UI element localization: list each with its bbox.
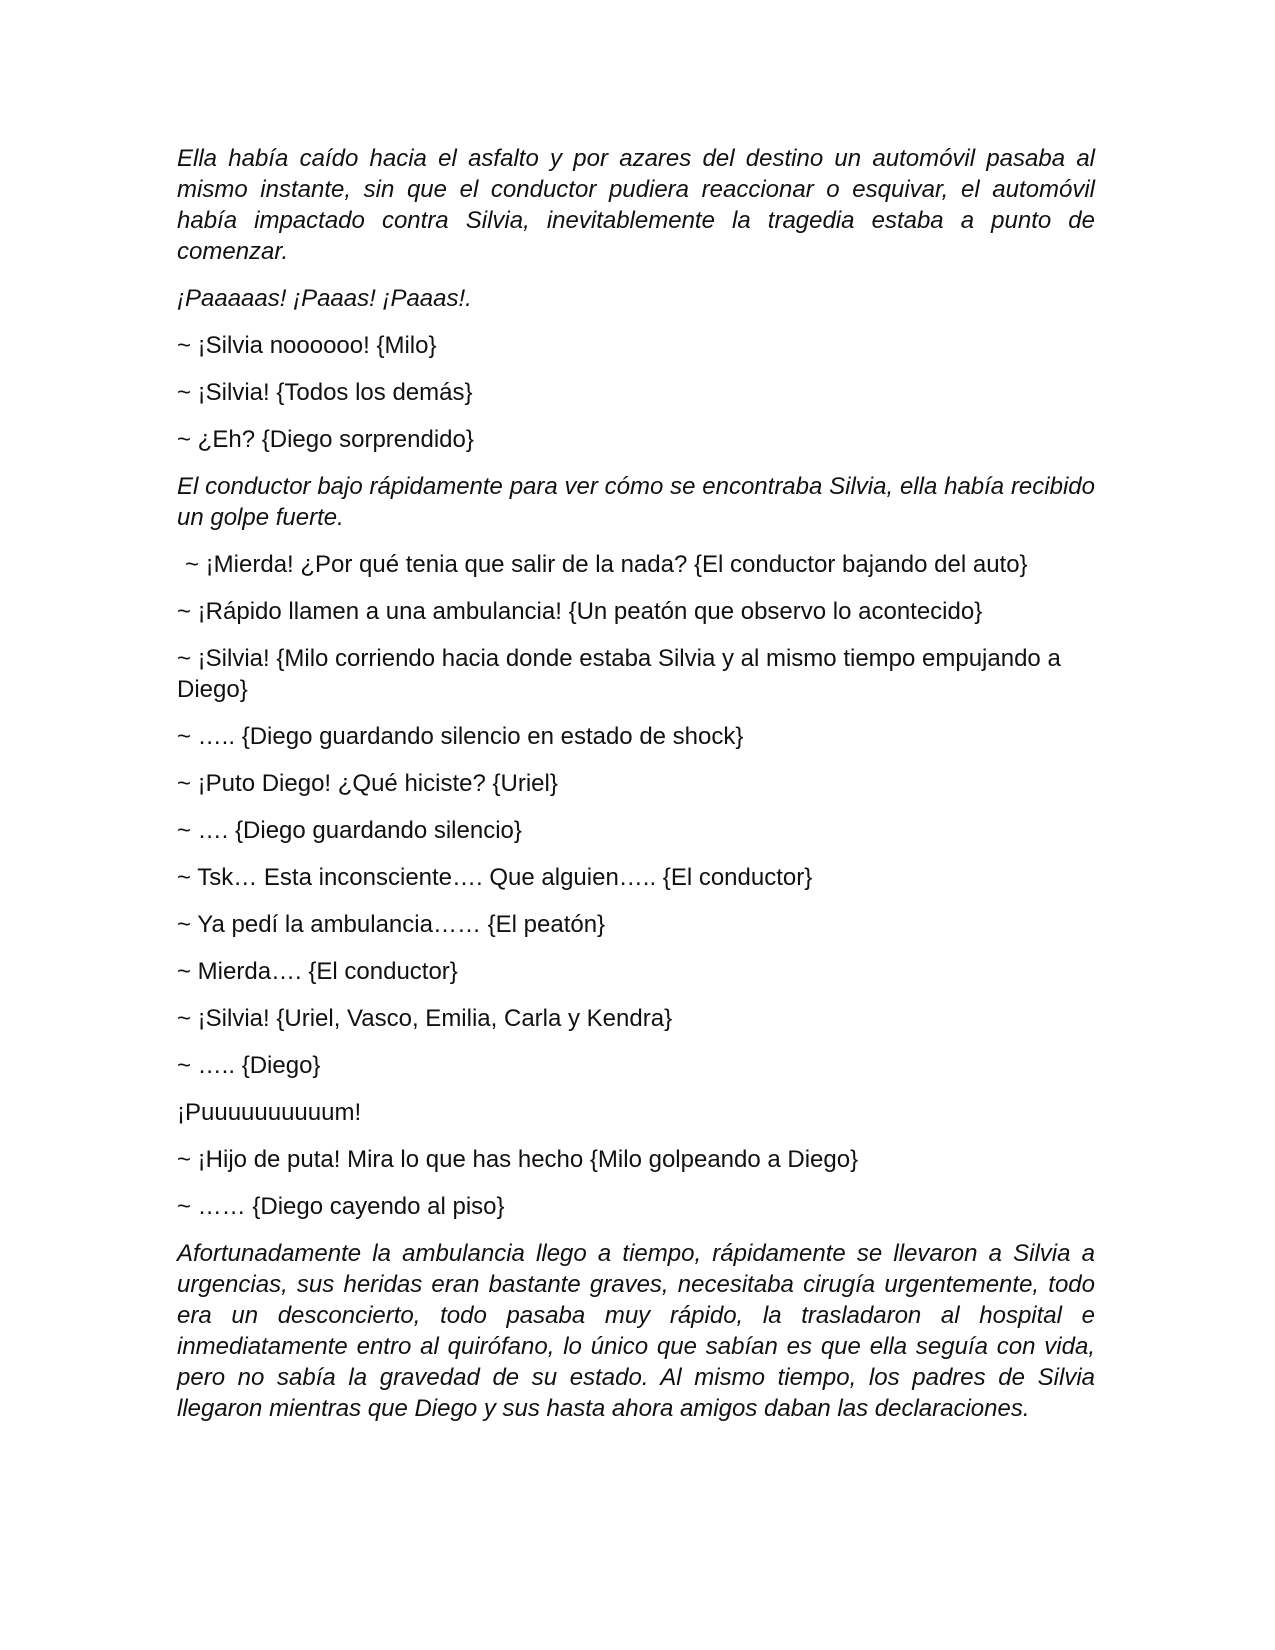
sound-effect-line: ¡Paaaaas! ¡Paaas! ¡Paaas!. [177,285,472,312]
dialogue-line: ~ ¡Hijo de puta! Mira lo que has hecho {Milo golpeando a Diego} [177,1146,859,1173]
dialogue-line: ~ Mierda…. {El conductor} [177,958,458,985]
narration-paragraph: Afortunadamente la ambulancia llego a tiempo, rápidamente se llevaron a Silvia a urgencias, sus heridas eran bastante graves, necesitaba cirugía urgentemente, todo era un desconcierto, todo pasaba muy rápido, la trasladaron al hospital e inmediatamente entro al quirófano, lo único que sabían es que ella seguía con vida, pero no sabía la gravedad de su estado. Al mismo tiempo, los padres de Silvia llegaron mientras que Diego y sus hasta ahora amigos daban las declaraciones. [177,1240,1095,1422]
narration-paragraph: El conductor bajo rápidamente para ver cómo se encontraba Silvia, ella había recibido un golpe fuerte. [177,473,1095,531]
sound-effect-line: ¡Puuuuuuuuuum! [177,1099,362,1126]
dialogue-line: ~ …… {Diego cayendo al piso} [177,1193,505,1220]
dialogue-line: ~ ¡Rápido llamen a una ambulancia! {Un peatón que observo lo acontecido} [177,598,983,625]
dialogue-line: ~ ¡Silvia! {Milo corriendo hacia donde estaba Silvia y al mismo tiempo empujando a Diego} [177,645,1061,703]
dialogue-line: ~ ….. {Diego} [177,1052,321,1079]
dialogue-line: ~ …. {Diego guardando silencio} [177,817,522,844]
dialogue-line: ~ ¡Silvia noooooo! {Milo} [177,332,437,359]
dialogue-line: ~ Ya pedí la ambulancia…… {El peatón} [177,911,606,938]
dialogue-line: ~ ….. {Diego guardando silencio en estado de shock} [177,723,744,750]
dialogue-line: ~ ¡Silvia! {Todos los demás} [177,379,473,406]
dialogue-line: ~ ¡Mierda! ¿Por qué tenia que salir de la nada? {El conductor bajando del auto} [185,551,1028,578]
narration-paragraph: Ella había caído hacia el asfalto y por azares del destino un automóvil pasaba al mismo instante, sin que el conductor pudiera reaccionar o esquivar, el automóvil había impactado contra Silvia, inevitablemente la tragedia estaba a punto de comenzar. [177,145,1095,265]
dialogue-line: ~ ¡Silvia! {Uriel, Vasco, Emilia, Carla y Kendra} [177,1005,673,1032]
dialogue-line: ~ Tsk… Esta inconsciente…. Que alguien….. {El conductor} [177,864,813,891]
story-text [177,143,1095,1440]
dialogue-line: ~ ¿Eh? {Diego sorprendido} [177,426,474,453]
dialogue-line: ~ ¡Puto Diego! ¿Qué hiciste? {Uriel} [177,770,558,797]
